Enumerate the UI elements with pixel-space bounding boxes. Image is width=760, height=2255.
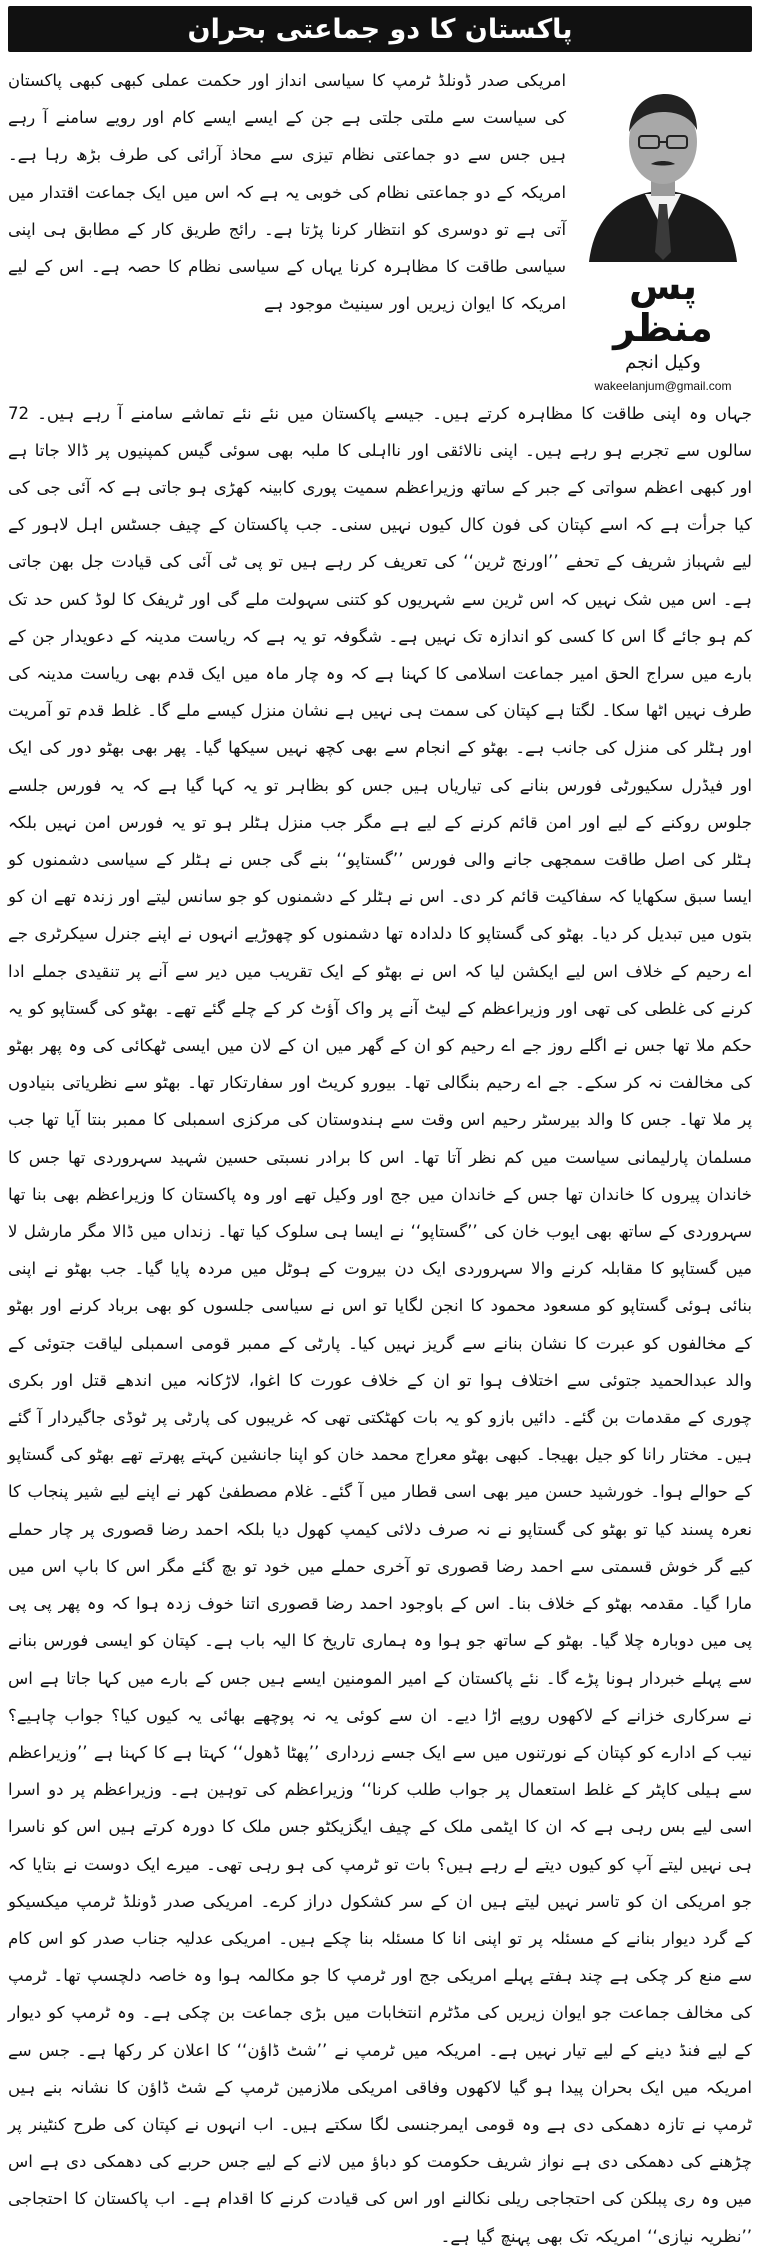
- article-body: [8, 395, 752, 2255]
- author-email: wakeelanjum@gmail.com: [594, 378, 732, 393]
- lead-paragraph: امریکی صدر ڈونلڈ ٹرمپ کا سیاسی انداز اور حکمت عملی کبھی کبھی پاکستان کی سیاست سے ملتی جلتی ہے جن کے ایسے ایسے کام اور رویے سامنے آ رہے ہیں جس سے دو جماعتی نظام تیزی سے محاذ آرائی کی طرف بڑھ رہا ہے۔ امریکہ کے دو جماعتی نظام کی خوبی یہ ہے کہ اس میں ایک جماعت اقتدار میں آتی ہے تو دوسری کو انتظار کرنا پڑتا ہے۔ رائج طریق کار کے مطابق ہی اپنی سیاسی طاقت کا مظاہرہ کرنا یہاں کے سیاسی نظام کا حصہ ہے۔ اس کے لیے امریکہ کا ایوان زیریں اور سینیٹ موجود ہے: [8, 71, 566, 314]
- headline: پاکستان کا دو جماعتی بحران: [187, 13, 573, 45]
- top-block: [8, 62, 752, 393]
- lead-column: [8, 62, 566, 393]
- column-title: پس منظر: [613, 264, 713, 350]
- headline-banner: [8, 6, 752, 52]
- body-paragraph: جہاں وہ اپنی طاقت کا مظاہرہ کرتے ہیں۔ جیسے پاکستان میں نئے نئے تماشے سامنے آ رہے ہیں۔ 72 سالوں سے تجربے ہو رہے ہیں۔ اپنی نالائقی اور نااہلی کا ملبہ بھی سوئی گیس کمپنیوں پر ڈالا جاتا ہے اور کبھی اعظم سواتی کے جبر کے ساتھ وزیراعظم سمیت پوری کابینہ کھڑی ہو جاتی ہے کہ آئی جی کی کیا جرأت ہے کہ اسے کپتان کی فون کال کیوں نہیں سنی۔ جب پاکستان کے چیف جسٹس اہل لاہور کے لیے شہباز شریف کے تحفے ’’اورنج ٹرین‘‘ کی تعریف کر رہے ہیں تو پی ٹی آئی کی قیادت جل بھن جاتی ہے۔ اس میں شک نہیں کہ اس ٹرین سے شہریوں کو کتنی سہولت ملے گی اور ٹریفک کا لوڈ کس حد تک کم ہو جائے گا اس کا کسی کو اندازہ تک نہیں ہے۔ شگوفہ تو یہ ہے کہ ریاست مدینہ کے دعویدار جن کے بارے میں سراج الحق امیر جماعت اسلامی کا کہنا ہے کہ وہ چار ماہ میں ایک قدم بھی ریاست مدینہ کی طرف نہیں اٹھا سکا۔ لگتا ہے کپتان کی سمت ہی نہیں ہے نشان منزل کیسے ملے گا۔ غلط قدم تو آمریت اور ہٹلر کی منزل کی جانب ہے۔ بھٹو کے انجام سے بھی کچھ نہیں سیکھا گیا۔ پھر بھی بھٹو دور کی ایک اور فیڈرل سکیورٹی فورس بنانے کی تیاریاں ہیں جس کو بظاہر تو یہ کہا گیا ہے کہ یہ فورس جلسے جلوس روکنے کے لیے اور امن قائم کرنے کے لیے ہے مگر جب منزل ہٹلر ہو تو یہ فورس امن نہیں بلکہ ہٹلر کی اصل طاقت سمجھی جانے والی فورس ’’گستاپو‘‘ بنے گی جس نے ہٹلر کے سیاسی دشمنوں کو ایسا سبق سکھایا کہ سفاکیت قائم کر دی۔ اس نے ہٹلر کے دشمنوں کو جو سانس لیتے اور زندہ تھے ان کو بتوں میں تبدیل کر دیا۔ بھٹو کی گستاپو کا دلدادہ تھا دشمنوں کو چھوڑیے انہوں نے اپنے جنرل سیکرٹری جے اے رحیم کے خلاف اس لیے ایکشن لیا کہ اس نے بھٹو کے ایک تقریب میں دیر سے آنے پر تنقیدی جملے ادا کرنے کی غلطی کی تھی اور وزیراعظم کے لیٹ آنے پر واک آؤٹ کر کے چلے گئے تھے۔ بھٹو کی گستاپو کو یہ حکم ملا تھا جس نے اگلے روز جے اے رحیم کو ان کے گھر میں ان کے لان میں ایسی ٹھکائی کی وہ پھر بھٹو کی مخالفت نہ کر سکے۔ جے اے رحیم بنگالی تھا۔ بیورو کریٹ اور سفارتکار تھا۔ بھٹو سے نظریاتی بنیادوں پر ملا تھا۔ جس کا والد بیرسٹر رحیم اس وقت سے ہندوستان کی مرکزی اسمبلی کا ممبر بنتا آیا تھا جب مسلمان پارلیمانی سیاست میں کم نظر آتا تھا۔ اس کا برادر نسبتی حسین شہید سہروردی تھا جس کا خاندان پیروں کا خاندان تھا جس کے خاندان میں جج اور وکیل تھے اور وہ پاکستان کا وزیراعظم بھی بنا تھا سہروردی کے ساتھ بھی ایوب خان کی ’’گستاپو‘‘ نے ایسا ہی سلوک کیا تھا۔ زنداں میں ڈالا مگر مارشل لا میں گستاپو کا مقابلہ کرنے والا سہروردی ایک دن بیروت کے ہوٹل میں مردہ پایا گیا۔ جب بھٹو نے اپنی بنائی ہوئی گستاپو کو مسعود محمود کا انجن لگایا تو اس نے سیاسی جلسوں کو بھی برباد کرنے اور بھٹو کے مخالفوں کو عبرت کا نشان بنانے سے گریز نہیں کیا۔ پارٹی کے ممبر قومی اسمبلی لیاقت جتوئی کے والد عبدالحمید جتوئی سے اختلاف ہوا تو ان کے خلاف عورت کا اغوا، لاڑکانہ میں اندھے قتل اور بکری چوری کے مقدمات بن گئے۔ دائیں بازو کو یہ بات کھٹکتی تھی کہ غریبوں کی پارٹی پر ٹوڈی جاگیردار آ گئے ہیں۔ مختار رانا کو جیل بھیجا۔ کبھی بھٹو معراج محمد خان کو اپنا جانشین کہتے پھرتے تھے بھٹو کی گستاپو کے حوالے ہوا۔ خورشید حسن میر بھی اسی قطار میں آ گئے۔ غلام مصطفیٰ کھر نے اپنے لیے شیر پنجاب کا نعرہ پسند کیا تو بھٹو کی گستاپو نے نہ صرف دلائی کیمپ کھول دیا بلکہ احمد رضا قصوری پر چار حملے کیے گر خوش قسمتی سے احمد رضا قصوری تو آخری حملے میں خود تو بچ گئے مگر اس کا باپ اس میں مارا گیا۔ مقدمہ بھٹو کے خلاف بنا۔ اس کے باوجود احمد رضا قصوری اتنا خوف زدہ ہوا کہ وہ پھر پی پی پی میں دوبارہ چلا گیا۔ بھٹو کے ساتھ جو ہوا وہ ہماری تاریخ کا الیہ باب ہے۔ کپتان کو ایسی فورس بنانے سے پہلے خبردار ہونا پڑے گا۔ نئے پاکستان کے امیر المومنین ایسے ہیں جس کے بارے میں کہا جاتا ہے اس نے سرکاری خزانے کے لاکھوں روپے اڑا دیے۔ ان سے کوئی یہ نہ پوچھے بھائی یہ کیوں کیا؟ جواب چاہیے؟ نیب کے ادارے کو کپتان کے نورتنوں میں سے ایک جسے زرداری ’’پھٹا ڈھول‘‘ کہتا ہے کا کہنا ہے ’’وزیراعظم سے ہیلی کاپٹر کے غلط استعمال پر جواب طلب کرنا‘‘ وزیراعظم کی توہین ہے۔ وزیراعظم پر دو اسرا اسی لیے بس رہی ہے کہ ان کا ایٹمی ملک کے چیف ایگزیکٹو جس ملک کا دورہ کرتے ہیں اس کو ناسرا ہی نہیں لیتے آپ کو کیوں دیتے لے رہے ہیں؟ بات تو ٹرمپ کی ہو رہی تھی۔ میرے ایک دوست نے بتایا کہ جو امریکی ان کو تاسر نہیں لیتے ہیں ان کے سر کشکول دراز کرے۔ امریکی صدر ڈونلڈ ٹرمپ میکسیکو کے گرد دیوار بنانے کے مسئلہ پر تو اپنی انا کا مسئلہ بنا چکے ہیں۔ امریکی عدلیہ جناب صدر کو اس کام سے منع کر چکی ہے چند ہفتے پہلے امریکی جج اور ٹرمپ کا جو مکالمہ ہوا وہ خاصہ دلچسپ تھا۔ ٹرمپ کی مخالف جماعت جو ایوان زیریں کی مڈٹرم انتخابات میں بڑی جماعت بن چکی ہے۔ وہ ٹرمپ کو دیوار کے لیے فنڈ دینے کے لیے تیار نہیں ہے۔ امریکہ میں ٹرمپ نے ’’شٹ ڈاؤن‘‘ کا اعلان کر رکھا ہے۔ جس سے امریکہ میں ایک بحران پیدا ہو گیا لاکھوں وفاقی امریکی ملازمین ٹرمپ کے شٹ ڈاؤن کا نشانہ بنے ہیں ٹرمپ نے تازہ دھمکی دی ہے وہ قومی ایمرجنسی لگا سکتے ہیں۔ اب انہوں نے کپتان کی طرح کنٹینر پر چڑھنے کی دھمکی دی ہے نواز شریف حکومت کو دباؤ میں لانے کے لیے جس حربے کی دھمکی دی ہے اس میں وہ ری پبلکن کی احتجاجی ریلی نکالنے اور اس کی قیادت کرنے کا اقدام ہے۔ اب پاکستان کا احتجاجی ’’نظریہ نیازی‘‘ امریکہ تک بھی پہنچ گیا ہے۔: [8, 403, 752, 2246]
- byline-box: [574, 62, 752, 393]
- author-portrait: [575, 62, 751, 262]
- author-name: وکیل انجم: [625, 351, 701, 373]
- author-photo-icon: [575, 62, 751, 262]
